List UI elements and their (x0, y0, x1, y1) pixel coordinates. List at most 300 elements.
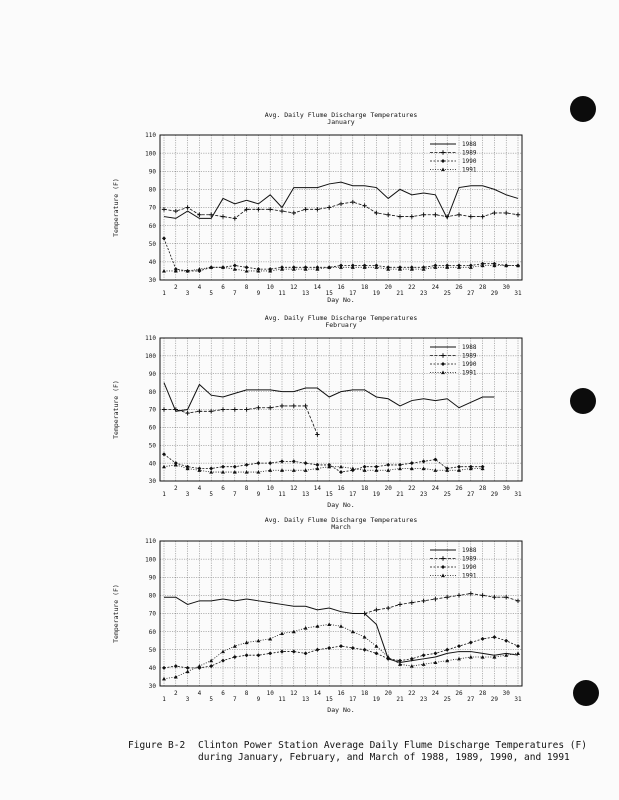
data-point (327, 205, 331, 209)
data-point (221, 650, 225, 654)
x-tick-label: 10 (266, 690, 274, 697)
series-1989 (362, 591, 520, 615)
data-point (386, 468, 390, 472)
x-tick-label: 8 (244, 284, 249, 291)
x-tick-label: 29 (490, 491, 499, 498)
data-point (292, 459, 296, 463)
data-point (268, 468, 272, 472)
x-tick-label: 1 (162, 290, 166, 297)
data-point (292, 468, 296, 472)
x-tick-label: 17 (349, 696, 357, 703)
data-point (410, 461, 414, 465)
data-point (339, 202, 343, 206)
data-point (280, 631, 284, 635)
data-point (422, 653, 426, 657)
x-tick-label: 14 (313, 284, 322, 291)
data-point (256, 461, 260, 465)
x-tick-label: 28 (478, 485, 487, 492)
y-tick-label: 100 (145, 150, 156, 158)
data-point (516, 213, 520, 217)
x-tick-label: 25 (443, 491, 451, 498)
data-point (469, 214, 473, 218)
x-axis-label: Day No. (327, 296, 355, 304)
y-tick-label: 110 (145, 335, 156, 343)
y-tick-label: 30 (148, 478, 156, 486)
x-tick-label: 25 (443, 696, 451, 703)
data-point (245, 653, 249, 657)
data-point (209, 409, 213, 413)
data-point (315, 432, 319, 436)
data-point (386, 463, 390, 467)
data-point (233, 655, 237, 659)
data-point (209, 664, 213, 668)
y-axis-label: Temperature (F) (112, 178, 120, 237)
data-point (315, 463, 319, 467)
legend-label: 1989 (462, 352, 477, 360)
data-point (280, 209, 284, 213)
data-point (186, 670, 190, 674)
data-point (233, 216, 237, 220)
data-point (492, 635, 496, 639)
data-point (233, 465, 237, 469)
x-tick-label: 16 (337, 284, 345, 291)
data-point (433, 651, 437, 655)
data-point (374, 465, 378, 469)
x-tick-label: 27 (467, 290, 475, 297)
data-point (469, 641, 473, 645)
x-tick-label: 4 (197, 284, 202, 291)
data-point (398, 602, 402, 606)
x-tick-label: 7 (232, 290, 237, 297)
y-tick-label: 100 (145, 556, 156, 564)
y-tick-label: 40 (148, 259, 156, 267)
data-point (233, 264, 237, 268)
data-point (445, 595, 449, 599)
data-point (398, 662, 402, 666)
chart-title: Avg. Daily Flume Discharge Temperatures (264, 111, 418, 119)
data-point (433, 660, 437, 664)
data-point (351, 200, 355, 204)
x-tick-label: 7 (232, 491, 237, 498)
x-tick-label: 30 (502, 284, 510, 291)
x-tick-label: 24 (431, 690, 440, 697)
x-tick-label: 18 (360, 690, 369, 697)
x-tick-label: 1 (162, 491, 166, 498)
legend-marker (441, 159, 445, 163)
data-point (233, 407, 237, 411)
y-tick-label: 80 (148, 388, 156, 396)
x-tick-label: 24 (431, 485, 440, 492)
x-tick-label: 2 (173, 485, 178, 492)
x-tick-label: 8 (244, 690, 249, 697)
x-tick-label: 7 (232, 696, 237, 703)
chart-subtitle: March (331, 523, 351, 531)
data-point (185, 411, 189, 415)
data-point (245, 265, 249, 269)
data-point (256, 639, 260, 643)
data-point (410, 600, 414, 604)
x-tick-label: 2 (173, 690, 178, 697)
x-tick-label: 4 (197, 485, 202, 492)
y-tick-label: 40 (148, 460, 156, 468)
y-tick-label: 60 (148, 424, 156, 432)
x-tick-label: 10 (266, 284, 274, 291)
data-point (280, 404, 284, 408)
x-tick-label: 30 (502, 485, 510, 492)
data-point (174, 675, 178, 679)
x-tick-label: 25 (443, 290, 451, 297)
data-point (256, 653, 260, 657)
data-point (292, 404, 296, 408)
x-tick-label: 8 (244, 485, 249, 492)
x-tick-label: 31 (514, 491, 522, 498)
x-tick-label: 11 (278, 696, 286, 703)
data-point (351, 630, 355, 634)
data-point (351, 646, 355, 650)
chart-subtitle: February (325, 321, 357, 329)
data-point (185, 205, 189, 209)
x-tick-label: 23 (419, 290, 428, 297)
x-tick-label: 16 (337, 690, 345, 697)
x-tick-label: 20 (384, 284, 392, 291)
x-tick-label: 15 (325, 491, 333, 498)
legend-marker (441, 556, 445, 560)
legend-marker (441, 362, 445, 366)
legend-label: 1991 (462, 166, 477, 174)
x-tick-label: 11 (278, 290, 286, 297)
data-point (162, 666, 166, 670)
y-tick-label: 90 (148, 168, 156, 176)
x-tick-label: 22 (408, 284, 416, 291)
x-tick-label: 14 (313, 690, 322, 697)
data-point (186, 666, 190, 670)
data-point (197, 213, 201, 217)
data-point (433, 213, 437, 217)
x-tick-label: 12 (290, 690, 298, 697)
data-point (244, 407, 248, 411)
data-point (197, 267, 201, 271)
data-point (162, 269, 166, 273)
x-tick-label: 9 (256, 491, 261, 498)
data-point (221, 659, 225, 663)
data-point (221, 470, 225, 474)
x-tick-label: 28 (478, 284, 487, 291)
y-tick-label: 60 (148, 628, 156, 636)
x-tick-label: 1 (162, 696, 166, 703)
data-point (339, 470, 343, 474)
legend-marker (441, 353, 445, 357)
data-point (374, 651, 378, 655)
data-point (422, 466, 426, 470)
x-tick-label: 10 (266, 485, 274, 492)
x-tick-label: 18 (360, 284, 369, 291)
data-point (327, 622, 331, 626)
caption-label: Figure B-2 (128, 740, 186, 751)
y-tick-label: 70 (148, 610, 156, 618)
data-point (363, 465, 367, 469)
data-point (303, 207, 307, 211)
data-point (457, 657, 461, 661)
x-tick-label: 3 (185, 491, 190, 498)
y-tick-label: 50 (148, 646, 156, 654)
data-point (162, 407, 166, 411)
data-point (339, 624, 343, 628)
data-point (469, 655, 473, 659)
x-tick-label: 20 (384, 485, 392, 492)
x-tick-label: 26 (455, 690, 463, 697)
x-tick-label: 19 (372, 696, 381, 703)
legend (430, 547, 477, 580)
x-tick-label: 21 (396, 491, 404, 498)
data-point (256, 207, 260, 211)
y-tick-label: 90 (148, 370, 156, 378)
x-tick-label: 3 (185, 290, 190, 297)
x-tick-label: 31 (514, 696, 522, 703)
y-tick-label: 40 (148, 665, 156, 673)
legend-label: 1990 (462, 564, 477, 572)
data-point (386, 213, 390, 217)
y-tick-label: 110 (145, 538, 156, 546)
x-tick-label: 20 (384, 690, 392, 697)
x-tick-label: 27 (467, 491, 475, 498)
x-tick-label: 29 (490, 696, 499, 703)
data-point (245, 470, 249, 474)
x-tick-label: 3 (185, 696, 190, 703)
data-point (304, 651, 308, 655)
legend (430, 344, 477, 377)
legend-label: 1991 (462, 572, 477, 580)
data-point (233, 267, 237, 271)
data-point (410, 664, 414, 668)
data-point (433, 597, 437, 601)
data-point (469, 591, 473, 595)
legend-marker (441, 371, 445, 375)
data-point (162, 207, 166, 211)
data-point (457, 593, 461, 597)
y-tick-label: 50 (148, 240, 156, 248)
y-tick-label: 60 (148, 222, 156, 230)
x-tick-label: 24 (431, 284, 440, 291)
x-tick-label: 15 (325, 290, 333, 297)
data-point (315, 207, 319, 211)
x-tick-label: 26 (455, 485, 463, 492)
x-tick-label: 6 (221, 284, 225, 291)
legend-marker (441, 565, 445, 569)
legend-label: 1988 (462, 547, 477, 555)
data-point (292, 650, 296, 654)
x-tick-label: 17 (349, 491, 357, 498)
series-line (365, 594, 518, 614)
data-point (516, 599, 520, 603)
x-tick-label: 5 (209, 696, 214, 703)
data-point (315, 466, 319, 470)
x-tick-label: 9 (256, 290, 261, 297)
x-tick-label: 17 (349, 290, 357, 297)
data-point (339, 644, 343, 648)
x-tick-label: 2 (173, 284, 178, 291)
y-tick-label: 110 (145, 132, 156, 140)
legend-marker (441, 168, 445, 172)
x-tick-label: 22 (408, 690, 416, 697)
data-point (162, 236, 166, 240)
x-tick-label: 14 (313, 485, 322, 492)
data-point (268, 651, 272, 655)
x-axis-label: Day No. (327, 501, 355, 509)
x-tick-label: 11 (278, 491, 286, 498)
data-point (492, 211, 496, 215)
y-tick-label: 30 (148, 683, 156, 691)
legend-marker (441, 150, 445, 154)
series-line (164, 406, 317, 435)
figure-caption (128, 740, 598, 763)
data-point (268, 461, 272, 465)
data-point (492, 595, 496, 599)
x-tick-label: 13 (301, 696, 310, 703)
x-tick-label: 21 (396, 290, 404, 297)
data-point (374, 211, 378, 215)
data-point (304, 626, 308, 630)
x-tick-label: 23 (419, 491, 428, 498)
x-tick-label: 13 (301, 491, 310, 498)
x-tick-label: 9 (256, 696, 261, 703)
legend-label: 1988 (462, 344, 477, 352)
data-point (480, 593, 484, 597)
data-point (481, 637, 485, 641)
data-point (374, 608, 378, 612)
data-point (315, 648, 319, 652)
x-tick-label: 4 (197, 690, 202, 697)
data-point (256, 470, 260, 474)
x-tick-label: 6 (221, 690, 225, 697)
chart-january (112, 111, 522, 304)
data-point (445, 648, 449, 652)
y-tick-label: 30 (148, 277, 156, 285)
y-tick-label: 50 (148, 442, 156, 450)
chart-title: Avg. Daily Flume Discharge Temperatures (264, 314, 418, 322)
data-point (162, 677, 166, 681)
x-tick-label: 6 (221, 485, 225, 492)
data-point (221, 214, 225, 218)
data-point (209, 470, 213, 474)
y-tick-label: 80 (148, 186, 156, 194)
x-tick-label: 5 (209, 290, 214, 297)
series-1989 (162, 404, 320, 437)
data-point (386, 606, 390, 610)
data-point (174, 664, 178, 668)
data-point (398, 463, 402, 467)
data-point (421, 599, 425, 603)
data-point (433, 468, 437, 472)
data-point (363, 648, 367, 652)
chart-february (112, 314, 522, 509)
data-point (280, 650, 284, 654)
legend-label: 1990 (462, 361, 477, 369)
data-point (410, 214, 414, 218)
data-point (457, 644, 461, 648)
data-point (197, 664, 201, 668)
data-point (327, 646, 331, 650)
x-tick-label: 22 (408, 485, 416, 492)
data-point (504, 211, 508, 215)
legend-label: 1990 (462, 158, 477, 166)
y-axis-label: Temperature (F) (112, 380, 120, 439)
data-point (304, 461, 308, 465)
data-point (480, 214, 484, 218)
data-point (504, 595, 508, 599)
x-tick-label: 30 (502, 690, 510, 697)
chart-subtitle: January (327, 118, 355, 126)
data-point (363, 635, 367, 639)
x-tick-label: 23 (419, 696, 428, 703)
x-tick-label: 16 (337, 485, 345, 492)
chart-march (112, 516, 522, 714)
data-point (292, 211, 296, 215)
data-point (516, 651, 520, 655)
x-tick-label: 15 (325, 696, 333, 703)
data-point (457, 465, 461, 469)
x-tick-label: 18 (360, 485, 369, 492)
data-point (245, 463, 249, 467)
data-point (245, 269, 249, 273)
x-tick-label: 12 (290, 485, 298, 492)
caption-text: Clinton Power Station Average Daily Flume Discharge Temperatures (F) during January, February, and March of 1988, 1989, 1990, and 1991 (198, 740, 587, 763)
data-point (304, 468, 308, 472)
data-point (280, 459, 284, 463)
data-point (457, 213, 461, 217)
y-tick-label: 90 (148, 574, 156, 582)
legend-marker (441, 574, 445, 578)
data-point (303, 404, 307, 408)
x-tick-label: 29 (490, 290, 499, 297)
x-tick-label: 26 (455, 284, 463, 291)
y-tick-label: 100 (145, 353, 156, 361)
x-tick-label: 12 (290, 284, 298, 291)
data-point (374, 644, 378, 648)
data-point (209, 466, 213, 470)
x-tick-label: 31 (514, 290, 522, 297)
data-point (398, 214, 402, 218)
legend-label: 1989 (462, 555, 477, 563)
data-point (362, 203, 366, 207)
data-point (268, 637, 272, 641)
x-tick-label: 28 (478, 690, 487, 697)
y-axis-label: Temperature (F) (112, 584, 120, 643)
x-tick-label: 5 (209, 491, 214, 498)
data-point (516, 644, 520, 648)
legend-label: 1989 (462, 149, 477, 157)
y-tick-label: 80 (148, 592, 156, 600)
legend (430, 141, 477, 174)
x-tick-label: 21 (396, 696, 404, 703)
y-tick-label: 70 (148, 406, 156, 414)
x-tick-label: 27 (467, 696, 475, 703)
data-point (504, 639, 508, 643)
chart-title: Avg. Daily Flume Discharge Temperatures (264, 516, 418, 524)
data-point (351, 466, 355, 470)
data-point (422, 459, 426, 463)
data-point (421, 213, 425, 217)
data-point (221, 407, 225, 411)
data-point (422, 662, 426, 666)
data-point (162, 465, 166, 469)
x-tick-label: 19 (372, 290, 381, 297)
data-point (174, 209, 178, 213)
y-tick-label: 70 (148, 204, 156, 212)
x-tick-label: 19 (372, 491, 381, 498)
data-point (339, 465, 343, 469)
legend-label: 1991 (462, 369, 477, 377)
data-point (221, 465, 225, 469)
